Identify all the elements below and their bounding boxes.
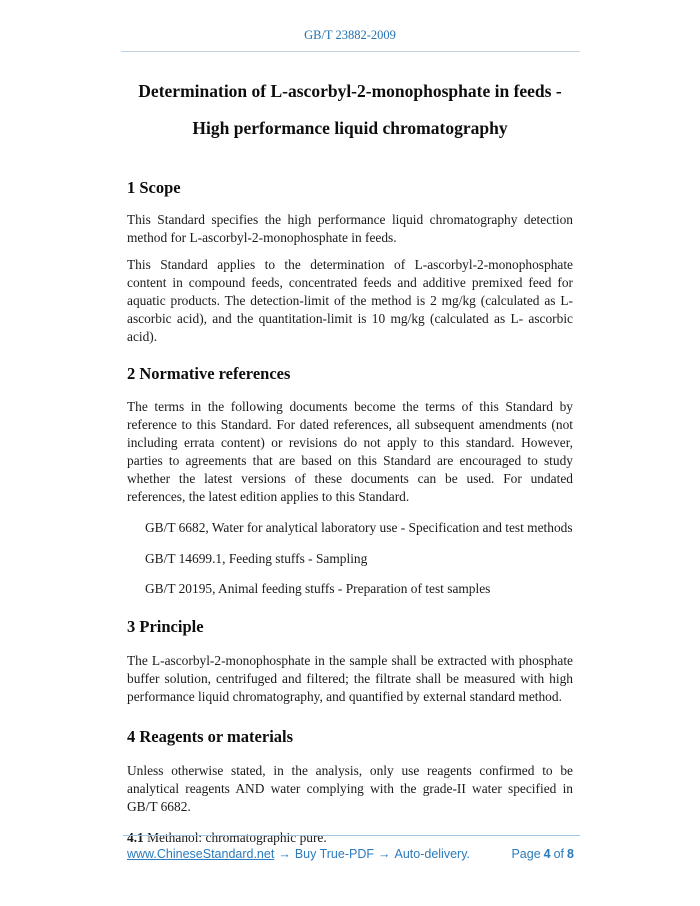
- section-heading-scope: 1 Scope: [127, 178, 181, 197]
- page-label: Page: [511, 847, 541, 861]
- section-heading-normative-references: 2 Normative references: [127, 364, 291, 383]
- header-divider: [121, 51, 580, 52]
- doc-title-line2: High performance liquid chromatography: [192, 118, 508, 138]
- doc-title-line1: Determination of L-ascorbyl-2-monophosphate in feeds -: [138, 81, 562, 101]
- doc-number: GB/T 23882-2009: [304, 28, 396, 42]
- section-heading-reagents: 4 Reagents or materials: [127, 727, 294, 746]
- arrow-icon: →: [378, 847, 391, 861]
- paragraph-scope-1: This Standard specifies the high performance liquid chromatography detection method for L-ascorbyl-2-monophosphate in feeds.: [127, 212, 573, 245]
- paragraph-principle: The L-ascorbyl-2-monophosphate in the sample shall be extracted with phosphate buffer solution, centrifuged and filtered; the filtrate shall be measured with high performance liquid chromatography, and quantified by external standard method.: [127, 653, 573, 704]
- page-indicator: [508, 846, 574, 863]
- subclause-4-1: [127, 829, 573, 847]
- section-heading-principle: 3 Principle: [127, 617, 204, 636]
- footer-delivery-label: Auto-delivery.: [394, 847, 470, 861]
- page-total: 8: [567, 847, 574, 861]
- reference-item-gbt-6682: GB/T 6682, Water for analytical laboratory use - Specification and test methods: [145, 520, 573, 535]
- footer-divider: [123, 835, 580, 836]
- page-of-label: of: [553, 847, 565, 861]
- page-current: 4: [543, 847, 551, 861]
- footer-left: [127, 846, 470, 863]
- document-body: [127, 177, 573, 847]
- reference-item-gbt-20195: GB/T 20195, Animal feeding stuffs - Preparation of test samples: [145, 581, 491, 596]
- website-link[interactable]: www.ChineseStandard.net: [127, 847, 275, 861]
- subclause-number: 4.1: [127, 830, 144, 845]
- reference-item-gbt-14699: GB/T 14699.1, Feeding stuffs - Sampling: [145, 551, 368, 566]
- paragraph-normative-references: The terms in the following documents become the terms of this Standard by reference to this Standard. For dated references, all subsequent amendments (not including errata content) or revisions do not apply to this standard. However, parties to agreements that are based on this Standard are encouraged to study whether the latest versions of these documents can be used. For undated references, the latest edition applies to this Standard.: [127, 399, 573, 504]
- page-footer: [127, 846, 574, 863]
- arrow-icon: →: [278, 847, 291, 861]
- paragraph-scope-2: This Standard applies to the determination of L-ascorbyl-2-monophosphate content in compound feeds, concentrated feeds and additive premixed feed for aquatic products. The detection-limit of the method is 2 mg/kg (calculated as L- ascorbic acid), and the quantitation-limit is 10 mg/kg (calculated as L- ascorbic acid).: [127, 257, 573, 344]
- footer-buy-label: Buy True-PDF: [294, 847, 374, 861]
- subclause-text: Methanol: chromatographic pure.: [147, 830, 327, 845]
- paragraph-reagents: Unless otherwise stated, in the analysis, only use reagents confirmed to be analytical reagents AND water complying with the grade-II water specified in GB/T 6682.: [127, 763, 573, 814]
